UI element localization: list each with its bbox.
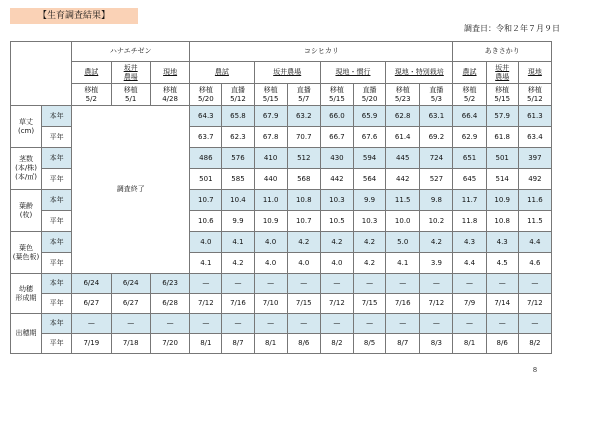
- value-cell: 8/6: [486, 334, 518, 354]
- method-label: 直播: [296, 85, 311, 94]
- method-date-header: [518, 84, 551, 106]
- value-cell: 7/12: [320, 294, 353, 314]
- value-cell: —: [453, 314, 486, 334]
- method-label: 移植: [163, 85, 178, 94]
- value-cell: 11.0: [254, 190, 287, 211]
- value-cell: 10.0: [386, 211, 420, 232]
- value-cell: 4.4: [518, 232, 551, 253]
- value-cell: 8/1: [190, 334, 222, 354]
- value-cell: 4.2: [354, 232, 386, 253]
- value-cell: 4.0: [320, 253, 353, 274]
- value-cell: 5.0: [386, 232, 420, 253]
- survey-ended-label: 調査終了: [72, 106, 190, 274]
- value-cell: —: [287, 314, 320, 334]
- location-header: 農試: [72, 62, 111, 84]
- value-cell: 11.5: [386, 190, 420, 211]
- method-date-header: [420, 84, 453, 106]
- value-cell: 4.3: [486, 232, 518, 253]
- value-cell: 7/19: [72, 334, 111, 354]
- method-label: 移植: [123, 85, 138, 94]
- method-date-header: [254, 84, 287, 106]
- value-cell: 66.7: [320, 127, 353, 148]
- value-cell: 4.0: [254, 253, 287, 274]
- table-body: [11, 42, 552, 354]
- value-cell: 11.5: [518, 211, 551, 232]
- method-label: 直播: [362, 85, 377, 94]
- value-cell: 564: [354, 169, 386, 190]
- value-cell: —: [386, 314, 420, 334]
- value-cell: 8/2: [518, 334, 551, 354]
- value-cell: 7/12: [518, 294, 551, 314]
- item-label: 葉色 (葉色板): [11, 232, 42, 274]
- value-cell: 10.5: [320, 211, 353, 232]
- method-label: 直播: [230, 85, 245, 94]
- value-cell: 11.8: [453, 211, 486, 232]
- value-cell: 501: [486, 148, 518, 169]
- value-cell: —: [150, 314, 189, 334]
- location-header: 農試: [190, 62, 254, 84]
- method-label: 移植: [462, 85, 477, 94]
- value-cell: 6/24: [72, 274, 111, 294]
- value-cell: 512: [287, 148, 320, 169]
- value-cell: 64.3: [190, 106, 222, 127]
- value-cell: 66.0: [320, 106, 353, 127]
- value-cell: 645: [453, 169, 486, 190]
- year-label: 本年: [42, 314, 72, 334]
- value-cell: 4.1: [386, 253, 420, 274]
- value-cell: 576: [222, 148, 254, 169]
- value-cell: —: [287, 274, 320, 294]
- value-cell: 9.9: [354, 190, 386, 211]
- value-cell: 10.9: [486, 190, 518, 211]
- date-label: 5/15: [329, 94, 345, 103]
- value-cell: —: [386, 274, 420, 294]
- value-cell: 8/7: [222, 334, 254, 354]
- value-cell: 70.7: [287, 127, 320, 148]
- method-label: 移植: [395, 85, 410, 94]
- method-date-header: [111, 84, 150, 106]
- value-cell: 69.2: [420, 127, 453, 148]
- value-cell: —: [518, 314, 551, 334]
- value-cell: 445: [386, 148, 420, 169]
- method-label: 移植: [527, 85, 542, 94]
- value-cell: —: [190, 314, 222, 334]
- value-cell: 4.2: [420, 232, 453, 253]
- method-date-header: [222, 84, 254, 106]
- value-cell: 514: [486, 169, 518, 190]
- location-header: 現地・特別栽培: [386, 62, 453, 84]
- value-cell: 10.3: [354, 211, 386, 232]
- date-label: 5/23: [394, 94, 411, 103]
- method-date-header: [190, 84, 222, 106]
- value-cell: 10.8: [287, 190, 320, 211]
- location-header: 坂井 農場: [111, 62, 150, 84]
- value-cell: 67.8: [254, 127, 287, 148]
- value-cell: 3.9: [420, 253, 453, 274]
- value-cell: —: [320, 274, 353, 294]
- value-cell: 4.3: [453, 232, 486, 253]
- method-label: 移植: [263, 85, 278, 94]
- value-cell: 62.8: [386, 106, 420, 127]
- value-cell: 410: [254, 148, 287, 169]
- date-label: 5/12: [527, 94, 543, 103]
- value-cell: —: [453, 274, 486, 294]
- location-header: 現地: [150, 62, 189, 84]
- value-cell: 4.2: [287, 232, 320, 253]
- location-header: 現地: [518, 62, 551, 84]
- value-cell: 397: [518, 148, 551, 169]
- value-cell: —: [420, 274, 453, 294]
- item-label: 草丈 (cm): [11, 106, 42, 148]
- value-cell: 492: [518, 169, 551, 190]
- value-cell: 430: [320, 148, 353, 169]
- date-label: 5/1: [125, 94, 137, 103]
- value-cell: 8/5: [354, 334, 386, 354]
- value-cell: 10.8: [486, 211, 518, 232]
- page-number: 8: [532, 366, 538, 374]
- value-cell: 442: [320, 169, 353, 190]
- value-cell: 585: [222, 169, 254, 190]
- value-cell: 7/20: [150, 334, 189, 354]
- value-cell: 63.1: [420, 106, 453, 127]
- document-title: 【生育調査結果】: [10, 8, 138, 24]
- date-label: 4/28: [162, 94, 178, 103]
- value-cell: 440: [254, 169, 287, 190]
- value-cell: —: [111, 314, 150, 334]
- year-label: 本年: [42, 148, 72, 169]
- value-cell: 486: [190, 148, 222, 169]
- value-cell: 11.7: [453, 190, 486, 211]
- value-cell: 10.3: [320, 190, 353, 211]
- value-cell: 8/6: [287, 334, 320, 354]
- method-label: 移植: [495, 85, 510, 94]
- item-label: 出穂期: [11, 314, 42, 354]
- value-cell: 568: [287, 169, 320, 190]
- value-cell: 66.4: [453, 106, 486, 127]
- method-label: 移植: [84, 85, 99, 94]
- value-cell: 527: [420, 169, 453, 190]
- value-cell: 62.3: [222, 127, 254, 148]
- item-label: 葉齢 (枚): [11, 190, 42, 232]
- value-cell: 57.9: [486, 106, 518, 127]
- value-cell: 7/16: [386, 294, 420, 314]
- value-cell: —: [222, 314, 254, 334]
- value-cell: 8/7: [386, 334, 420, 354]
- value-cell: 9.9: [222, 211, 254, 232]
- value-cell: —: [518, 274, 551, 294]
- date-label: 5/2: [85, 94, 97, 103]
- year-label: 平年: [42, 294, 72, 314]
- value-cell: —: [420, 314, 453, 334]
- method-date-header: [486, 84, 518, 106]
- value-cell: 7/18: [111, 334, 150, 354]
- value-cell: 10.6: [190, 211, 222, 232]
- method-date-header: [354, 84, 386, 106]
- method-date-header: [72, 84, 111, 106]
- date-label: 5/20: [361, 94, 378, 103]
- value-cell: 6/24: [111, 274, 150, 294]
- value-cell: 7/15: [354, 294, 386, 314]
- corner-cell: [11, 42, 72, 106]
- value-cell: —: [486, 274, 518, 294]
- method-label: 直播: [429, 85, 444, 94]
- method-date-header: [320, 84, 353, 106]
- location-header: 農試: [453, 62, 486, 84]
- value-cell: —: [486, 314, 518, 334]
- location-header: 現地・慣行: [320, 62, 385, 84]
- value-cell: —: [254, 274, 287, 294]
- location-header: 坂井農場: [254, 62, 320, 84]
- value-cell: 442: [386, 169, 420, 190]
- value-cell: 10.7: [190, 190, 222, 211]
- date-label: 5/7: [298, 94, 310, 103]
- date-label: 5/15: [494, 94, 511, 103]
- value-cell: 724: [420, 148, 453, 169]
- value-cell: 4.2: [354, 253, 386, 274]
- year-label: 平年: [42, 169, 72, 190]
- value-cell: 63.7: [190, 127, 222, 148]
- value-cell: 4.0: [254, 232, 287, 253]
- value-cell: 6/23: [150, 274, 189, 294]
- value-cell: 6/27: [72, 294, 111, 314]
- value-cell: 4.1: [222, 232, 254, 253]
- value-cell: 10.4: [222, 190, 254, 211]
- value-cell: —: [354, 274, 386, 294]
- value-cell: 4.2: [222, 253, 254, 274]
- method-label: 移植: [329, 85, 344, 94]
- date-label: 5/3: [430, 94, 443, 103]
- value-cell: 61.4: [386, 127, 420, 148]
- value-cell: 63.4: [518, 127, 551, 148]
- value-cell: 594: [354, 148, 386, 169]
- value-cell: 11.6: [518, 190, 551, 211]
- value-cell: 6/28: [150, 294, 189, 314]
- value-cell: —: [72, 314, 111, 334]
- value-cell: 61.8: [486, 127, 518, 148]
- value-cell: 62.9: [453, 127, 486, 148]
- location-header: 坂井 農場: [486, 62, 518, 84]
- value-cell: 8/1: [254, 334, 287, 354]
- value-cell: 7/9: [453, 294, 486, 314]
- value-cell: 7/12: [190, 294, 222, 314]
- date-label: 5/20: [197, 94, 214, 103]
- method-date-header: [453, 84, 486, 106]
- value-cell: 4.2: [320, 232, 353, 253]
- value-cell: 6/27: [111, 294, 150, 314]
- year-label: 平年: [42, 211, 72, 232]
- value-cell: 7/16: [222, 294, 254, 314]
- value-cell: 61.3: [518, 106, 551, 127]
- value-cell: 10.9: [254, 211, 287, 232]
- method-label: 移植: [198, 85, 213, 94]
- value-cell: 4.1: [190, 253, 222, 274]
- year-label: 本年: [42, 106, 72, 127]
- value-cell: 7/14: [486, 294, 518, 314]
- year-label: 平年: [42, 127, 72, 148]
- value-cell: 65.9: [354, 106, 386, 127]
- value-cell: 7/12: [420, 294, 453, 314]
- value-cell: 7/15: [287, 294, 320, 314]
- value-cell: 4.6: [518, 253, 551, 274]
- value-cell: 4.4: [453, 253, 486, 274]
- date-label: 5/2: [463, 94, 476, 103]
- item-label: 茎数 (本/株) (本/㎡): [11, 148, 42, 190]
- value-cell: 10.7: [287, 211, 320, 232]
- date-label: 5/15: [262, 94, 279, 103]
- value-cell: —: [354, 314, 386, 334]
- value-cell: 4.0: [190, 232, 222, 253]
- year-label: 本年: [42, 190, 72, 211]
- value-cell: 4.0: [287, 253, 320, 274]
- value-cell: —: [222, 274, 254, 294]
- value-cell: 67.6: [354, 127, 386, 148]
- value-cell: 651: [453, 148, 486, 169]
- year-label: 本年: [42, 274, 72, 294]
- value-cell: 7/10: [254, 294, 287, 314]
- value-cell: —: [190, 274, 222, 294]
- method-date-header: [287, 84, 320, 106]
- value-cell: 8/2: [320, 334, 353, 354]
- value-cell: 8/3: [420, 334, 453, 354]
- growth-survey-table: [10, 41, 552, 354]
- value-cell: 63.2: [287, 106, 320, 127]
- year-label: 平年: [42, 253, 72, 274]
- value-cell: 9.8: [420, 190, 453, 211]
- value-cell: 67.9: [254, 106, 287, 127]
- value-cell: 10.2: [420, 211, 453, 232]
- date-label: 5/12: [230, 94, 246, 103]
- survey-date: 調査日：令和２年７月９日: [464, 24, 560, 33]
- value-cell: —: [254, 314, 287, 334]
- value-cell: 8/1: [453, 334, 486, 354]
- year-label: 平年: [42, 334, 72, 354]
- year-label: 本年: [42, 232, 72, 253]
- value-cell: 501: [190, 169, 222, 190]
- value-cell: —: [320, 314, 353, 334]
- variety-hanaechizen: ハナエチゼン: [72, 42, 190, 62]
- variety-koshihikari: コシヒカリ: [190, 42, 453, 62]
- value-cell: 4.5: [486, 253, 518, 274]
- item-label: 幼穂 形成期: [11, 274, 42, 314]
- variety-akisakari: あきさかり: [453, 42, 552, 62]
- value-cell: 65.8: [222, 106, 254, 127]
- method-date-header: [386, 84, 420, 106]
- method-date-header: [150, 84, 189, 106]
